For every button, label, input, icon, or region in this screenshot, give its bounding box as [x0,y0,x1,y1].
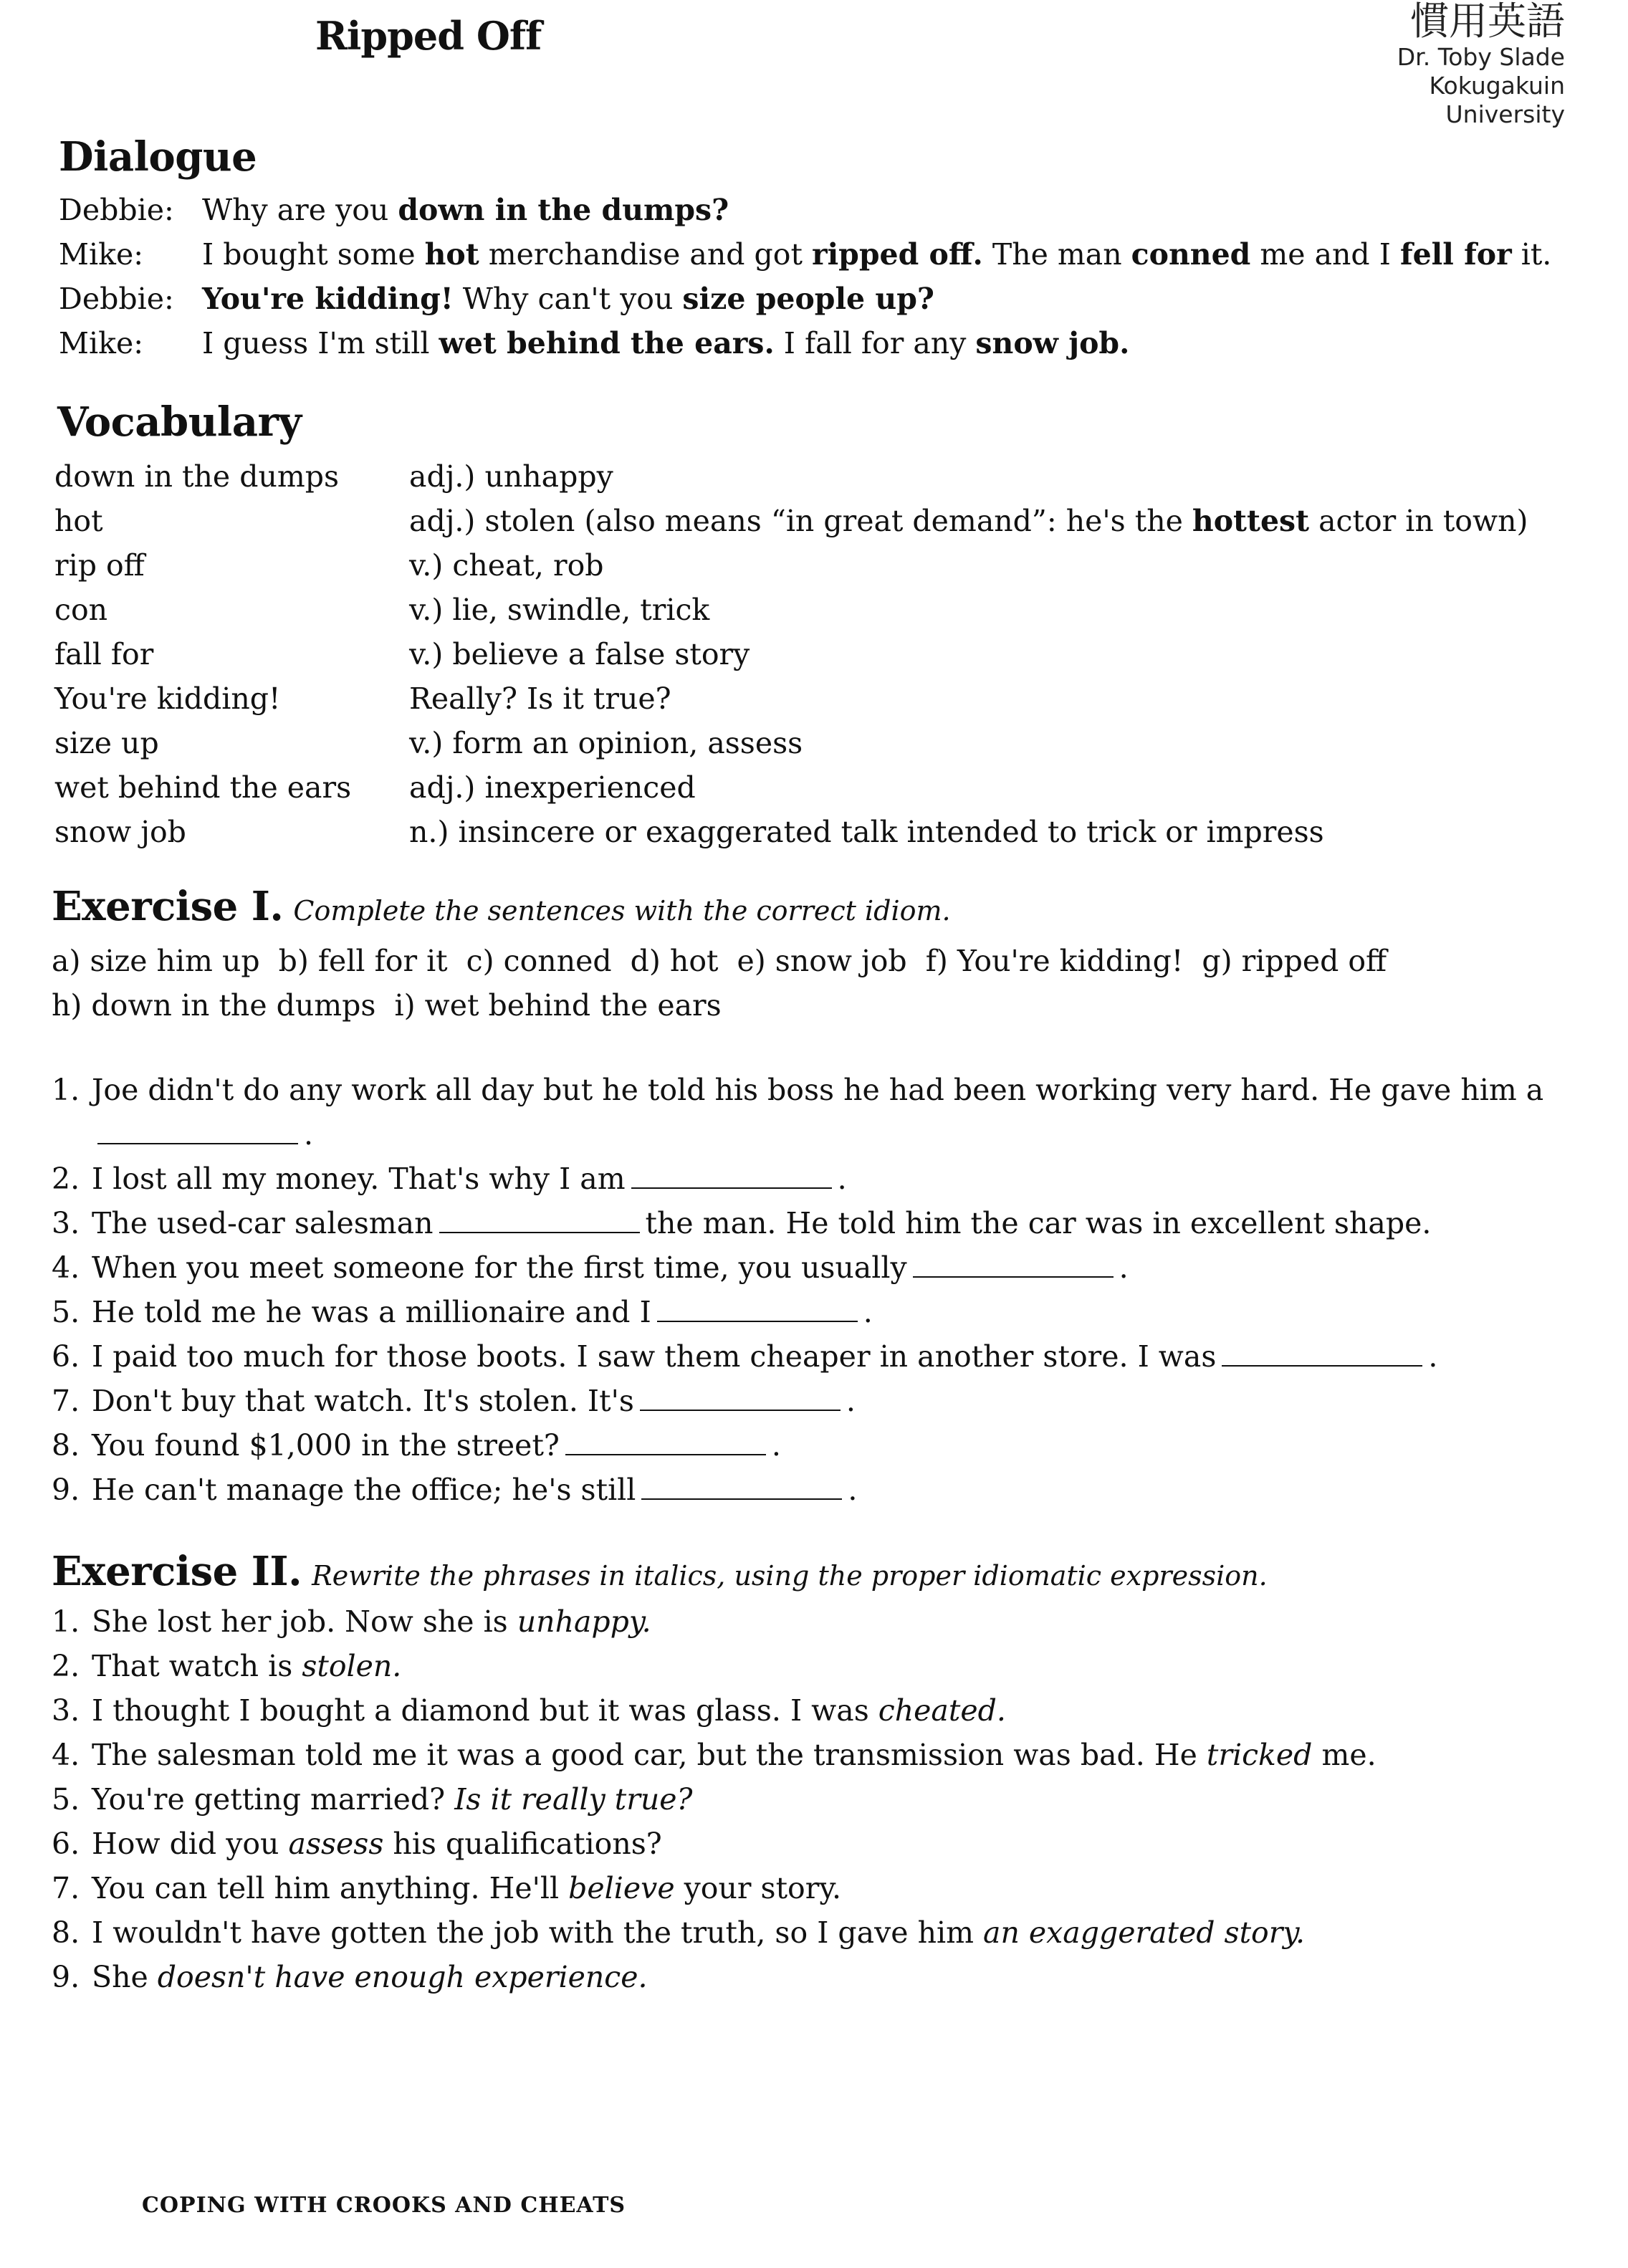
item-sentence [92,1201,1599,1245]
item-number: 3. [52,1693,80,1728]
vocabulary-definition [409,676,1609,721]
vocabulary-definition [409,810,1609,854]
sentence-segment: me. [1312,1738,1376,1772]
vocabulary-item [54,810,1609,854]
idiom-option: d) hot [630,944,719,978]
exercise-2-item [52,1644,1599,1688]
exercise-1-item [52,1290,1599,1334]
sentence-before-blank: I paid too much for those boots. I saw them cheaper in another store. I was [92,1339,1217,1374]
idiom-highlight: down in the dumps? [398,193,729,227]
dialogue-line [59,188,1599,232]
sentence-after-blank: . [1119,1250,1129,1285]
answer-blank [913,1255,1114,1278]
vocabulary-term: con [54,593,108,627]
item-number: 7. [52,1384,80,1418]
item-sentence [92,1733,1599,1777]
item-sentence [92,1423,1599,1468]
vocabulary-item [54,454,1609,499]
italic-phrase: doesn't have enough experience. [157,1960,648,1994]
sentence-before-blank: He can't manage the office; he's still [92,1473,636,1507]
item-sentence [92,1599,1599,1644]
italic-phrase: cheated. [878,1693,1006,1728]
item-sentence [92,1688,1599,1733]
idiom-option: b) fell for it [278,944,448,978]
idiom-option: g) ripped off [1202,944,1387,978]
item-number: 3. [52,1206,80,1240]
italic-phrase: assess [288,1827,384,1861]
item-number: 6. [52,1827,80,1861]
vocabulary-term: down in the dumps [54,459,340,494]
item-number: 1. [52,1604,80,1639]
vocabulary-definition [409,765,1609,810]
exercise-2-title: Exercise II. [52,1548,302,1595]
sentence-before-blank: Don't buy that watch. It's stolen. It's [92,1384,634,1418]
vocabulary-item [54,632,1609,676]
vocabulary-item [54,588,1609,632]
answer-blank [657,1299,858,1322]
dialogue-segment: I fall for any [774,326,976,360]
vocabulary-definition [409,721,1609,765]
vocabulary-list [54,454,1609,854]
idiom-option: f) You're kidding! [925,944,1184,978]
vocabulary-item [54,721,1609,765]
definition-segment: v.) believe a false story [409,637,750,671]
idiom-highlight: conned [1131,237,1251,272]
vocabulary-item [54,676,1609,721]
exercise-1-item [52,1379,1599,1423]
answer-blank [640,1388,841,1411]
exercise-1-item [52,1201,1599,1245]
definition-segment: Really? Is it true? [409,681,671,716]
sentence-segment: She [92,1960,158,1994]
item-sentence [92,1157,1599,1201]
idiom-highlight: You're kidding! [202,282,454,316]
definition-segment: v.) form an opinion, assess [409,726,803,760]
dialogue-line [59,277,1599,321]
dialogue-segment: Why are you [202,193,398,227]
vocabulary-term: rip off [54,548,145,583]
page-footer: COPING WITH CROOKS AND CHEATS [142,2193,626,2218]
idiom-option: a) size him up [52,944,260,978]
exercise-2-item [52,1688,1599,1733]
item-sentence [92,1777,1599,1822]
item-sentence [92,1290,1599,1334]
sentence-after-blank: . [837,1162,847,1196]
item-sentence [92,1644,1599,1688]
exercise-1-heading [52,883,951,930]
dialogue-segment: me and I [1250,237,1400,272]
dialogue-text [202,232,1599,277]
dialogue-speaker: Mike: [59,326,144,360]
vocabulary-item [54,765,1609,810]
idiom-option: i) wet behind the ears [394,988,722,1023]
answer-blank [1222,1344,1422,1367]
exercise-1-item [52,1157,1599,1201]
vocabulary-term: You're kidding! [54,681,281,716]
item-number: 4. [52,1250,80,1285]
italic-phrase: believe [568,1871,675,1905]
sentence-segment: The salesman told me it was a good car, but the transmission was bad. He [92,1738,1207,1772]
definition-segment: adj.) unhappy [409,459,613,494]
idiom-highlight: ripped off. [812,237,983,272]
sentence-after-blank: . [1428,1339,1438,1374]
dialogue-text [202,188,1599,232]
sentence-segment: his qualifications? [383,1827,662,1861]
sentence-after-blank: . [863,1295,873,1329]
item-number: 5. [52,1295,80,1329]
dialogue-segment: merchandise and got [479,237,812,272]
italic-phrase: tricked [1206,1738,1313,1772]
vocabulary-term: snow job [54,815,186,849]
dialogue-speaker: Debbie: [59,282,174,316]
item-number: 2. [52,1649,80,1683]
vocabulary-heading: Vocabulary [57,398,302,446]
definition-highlight: hottest [1192,504,1310,538]
item-number: 9. [52,1960,80,1994]
idiom-option: h) down in the dumps [52,988,376,1023]
sentence-after-blank: . [771,1428,781,1463]
item-sentence [92,1379,1599,1423]
author-credit [1397,0,1565,129]
sentence-before-blank: The used-car salesman [92,1206,434,1240]
sentence-after-blank: . [848,1473,858,1507]
item-sentence [92,1468,1599,1512]
sentence-segment: You're getting married? [92,1782,455,1817]
sentence-after-blank: . [304,1117,314,1152]
dialogue-line [59,232,1599,277]
sentence-segment: your story. [674,1871,842,1905]
exercise-2-list [52,1599,1599,1999]
vocabulary-definition [409,543,1609,588]
vocabulary-item [54,543,1609,588]
exercise-1-item [52,1245,1599,1290]
idiom-highlight: size people up? [682,282,934,316]
definition-segment: v.) lie, swindle, trick [409,593,710,627]
institution-line-2: University [1445,100,1565,128]
definition-segment: actor in town) [1309,504,1528,538]
japanese-title: 慣用英語 [1410,0,1565,44]
definition-segment: v.) cheat, rob [409,548,604,583]
item-sentence [92,1068,1599,1157]
definition-segment: adj.) stolen (also means “in great demand”: he's the [409,504,1192,538]
item-number: 9. [52,1473,80,1507]
exercise-2-item [52,1599,1599,1644]
vocabulary-term: wet behind the ears [54,770,352,805]
sentence-before-blank: He told me he was a millionaire and I [92,1295,651,1329]
exercise-2-item [52,1733,1599,1777]
dialogue-segment: I bought some [202,237,425,272]
dialogue-text [202,321,1599,365]
exercise-1-instruction: Complete the sentences with the correct idiom. [293,895,951,927]
dialogue-segment: I guess I'm still [202,326,439,360]
idiom-highlight: hot [424,237,479,272]
item-number: 2. [52,1162,80,1196]
definition-segment: n.) insincere or exaggerated talk intended to trick or impress [409,815,1324,849]
idiom-highlight: fell for [1399,237,1512,272]
sentence-segment: I thought I bought a diamond but it was glass. I was [92,1693,878,1728]
item-sentence [92,1866,1599,1910]
item-number: 1. [52,1073,80,1107]
vocabulary-item [54,499,1609,543]
sentence-before-blank: I lost all my money. That's why I am [92,1162,626,1196]
dialogue-segment: Why can't you [453,282,683,316]
item-number: 8. [52,1915,80,1950]
institution-line-1: Kokugakuin [1429,72,1565,100]
italic-phrase: an exaggerated story. [983,1915,1306,1950]
dialogue-speaker: Mike: [59,237,144,272]
dialogue-speaker: Debbie: [59,193,174,227]
vocabulary-term: fall for [54,637,154,671]
exercise-1-list [52,1068,1599,1512]
exercise-2-item [52,1866,1599,1910]
item-number: 6. [52,1339,80,1374]
italic-phrase: stolen. [302,1649,402,1683]
answer-blank [641,1477,842,1500]
item-sentence [92,1822,1599,1866]
item-number: 5. [52,1782,80,1817]
item-sentence [92,1334,1599,1379]
item-sentence [92,1910,1599,1955]
dialogue-text [202,277,1599,321]
item-sentence [92,1245,1599,1290]
vocabulary-term: hot [54,504,103,538]
dialogue-segment: The man [982,237,1131,272]
author-name: Dr. Toby Slade [1397,43,1565,71]
sentence-segment: I wouldn't have gotten the job with the truth, so I gave him [92,1915,983,1950]
exercise-2-item [52,1777,1599,1822]
answer-blank [631,1166,832,1189]
sentence-segment: You can tell him anything. He'll [92,1871,569,1905]
idiom-option: e) snow job [737,944,907,978]
idiom-options [52,939,1592,1028]
exercise-1-item [52,1468,1599,1512]
answer-blank [565,1432,766,1455]
item-number: 8. [52,1428,80,1463]
sentence-after-blank: . [846,1384,856,1418]
vocabulary-term: size up [54,726,159,760]
sentence-before-blank: Joe didn't do any work all day but he told his boss he had been working very hard. He gave him a [92,1073,1544,1107]
dialogue-line [59,321,1599,365]
idiom-option: c) conned [466,944,612,978]
sentence-segment: She lost her job. Now she is [92,1604,517,1639]
exercise-2-item [52,1822,1599,1866]
italic-phrase: Is it really true? [454,1782,693,1817]
item-number: 4. [52,1738,80,1772]
sentence-before-blank: When you meet someone for the first time, you usually [92,1250,907,1285]
definition-segment: adj.) inexperienced [409,770,696,805]
item-number: 7. [52,1871,80,1905]
sentence-segment: How did you [92,1827,289,1861]
dialogue-segment: it. [1511,237,1552,272]
idiom-highlight: wet behind the ears. [439,326,775,360]
exercise-1-title: Exercise I. [52,883,284,930]
sentence-after-blank: the man. He told him the car was in excellent shape. [645,1206,1432,1240]
item-sentence [92,1955,1599,1999]
exercise-1-item [52,1423,1599,1468]
italic-phrase: unhappy. [517,1604,651,1639]
exercise-1-item [52,1334,1599,1379]
dialogue-heading: Dialogue [59,133,257,181]
exercise-2-instruction: Rewrite the phrases in italics, using the proper idiomatic expression. [312,1560,1268,1592]
answer-blank [439,1210,640,1233]
vocabulary-definition [409,454,1609,499]
exercise-2-heading [52,1548,1268,1595]
dialogue-section [59,188,1599,365]
vocabulary-definition [409,632,1609,676]
vocabulary-definition [409,588,1609,632]
exercise-2-item [52,1910,1599,1955]
sentence-segment: That watch is [92,1649,302,1683]
vocabulary-definition [409,499,1609,543]
idiom-highlight: snow job. [975,326,1130,360]
answer-blank [97,1121,298,1144]
sentence-before-blank: You found $1,000 in the street? [92,1428,560,1463]
exercise-1-item [52,1068,1599,1157]
exercise-2-item [52,1955,1599,1999]
page-title: Ripped Off [315,13,542,59]
